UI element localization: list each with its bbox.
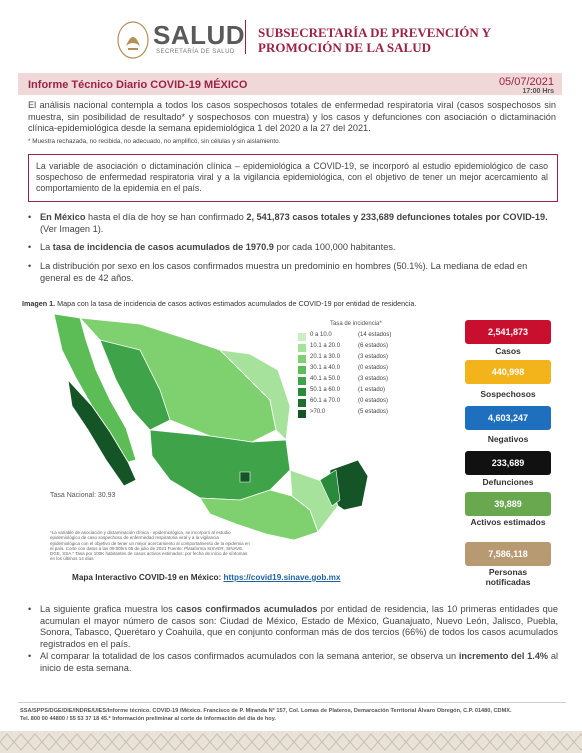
- bottom-bullet-incremento: [28, 651, 559, 674]
- bullet-dot: •: [28, 604, 32, 614]
- legend-range: 0 a 10.0: [310, 332, 332, 338]
- logo-subtitle: SECRETARÍA DE SALUD: [156, 49, 235, 55]
- legend-item: [298, 398, 468, 409]
- stat-label: Personas notificadas: [485, 567, 531, 587]
- bottom-text: Al comparar la totalidad de los casos confirmados acumulados con la semana anterior, se observa un: [40, 651, 459, 661]
- footer-text: [20, 707, 560, 723]
- legend-count: (5 estados): [358, 409, 389, 415]
- footer-divider: [18, 702, 566, 703]
- subsecretaria-title: [258, 25, 491, 55]
- bullet-text: por cada 100,000 habitantes.: [273, 242, 396, 252]
- legend-count: (0 estados): [358, 365, 389, 371]
- legend-swatch: [298, 344, 306, 352]
- legend-range: >70.0: [310, 409, 326, 415]
- bottom-bold: incremento del 1.4%: [458, 651, 549, 661]
- legend-item: [298, 343, 468, 354]
- stat-label: Casos: [495, 346, 521, 356]
- bottom-bullet-grafica: [28, 604, 558, 650]
- legend-swatch: [298, 377, 306, 385]
- map-caption-text: Mapa con la tasa de incidencia de casos activos estimados acumulados de COVID-19 por entidad de residencia.: [55, 299, 417, 308]
- logo-wordmark: SALUD: [153, 20, 246, 50]
- bullet-totals-bold: 2, 541,873 casos totales y 233,689 defunciones totales por COVID-19.: [246, 212, 548, 222]
- subsecretaria-line1: SUBSECRETARÍA DE PREVENCIÓN Y: [258, 25, 491, 40]
- stat-label: Activos estimados: [470, 517, 546, 527]
- legend-range: 30.1 a 40.0: [310, 365, 341, 371]
- legend-range: 40.1 a 50.0: [310, 376, 341, 382]
- tasa-nacional: Tasa Nacional: 30.93: [50, 492, 116, 499]
- header-divider: [245, 20, 246, 54]
- bullet-confirmados: [28, 212, 558, 235]
- legend-item: [298, 387, 468, 398]
- report-date: 05/07/2021: [498, 76, 554, 88]
- legend-swatch: [298, 410, 306, 418]
- footer-line1: SSA/SPPS/DGE/DIE/INDRE/UIES/Informe técnico. COVID-19 /México. Francisco de P. Miranda N° 157, Col. Lomas de Plateros, Demarcación Territorial Álvaro Obregón, C.P. 01480, CDMX.: [20, 708, 512, 714]
- stat-value: 39,889: [465, 492, 551, 516]
- bullet-dot: •: [28, 651, 32, 661]
- bullet-text: hasta el día de hoy se han confirmado: [85, 212, 247, 222]
- map-link-row: [72, 573, 340, 582]
- map-region-cdmx: [240, 472, 250, 482]
- footer-decorative-pattern: [0, 731, 582, 753]
- legend-title: Tasa de incidencia*: [330, 321, 382, 327]
- legend-range: 60.1 a 70.0: [310, 398, 341, 404]
- legend-item: [298, 354, 468, 365]
- legend-range: 50.1 a 60.0: [310, 387, 341, 393]
- bullet-tasa: [28, 242, 558, 254]
- legend-swatch: [298, 399, 306, 407]
- map-caption-label: Imagen 1.: [22, 299, 56, 308]
- intro-paragraph: El análisis nacional contempla a todos los casos sospechosos totales de enfermedad respiratoria viral (casos sospechosos sin muestra, sin posibilidad de resultado* y sospechosos con muestra) y los casos y defunciones con asociación o dictaminación clínica-epidemiológica desde la semana epidemiológica 1 del 2020 a la 27 del 2021.: [28, 100, 556, 133]
- bottom-text: al inicio de esta semana.: [40, 651, 559, 673]
- intro-footnote: * Muestra rechazada, no recibida, no adecuado, no amplificó, sin células y sin aislamiento.: [28, 138, 281, 145]
- legend-range: 20.1 a 30.0: [310, 354, 341, 360]
- legend-item: [298, 365, 468, 376]
- stat-value: 7,586,118: [465, 542, 551, 566]
- legend-swatch: [298, 366, 306, 374]
- map-notes: *La variable de asociación y dictaminación clínica - epidemiológica, se incorporó al estudio epidemiológico de caso sospechoso de enfermedad respiratoria viral y a la vigilancia epidemiológica con el objetivo de tener un mejor acercamiento al comportamiento de la epidemia en el país. Corte con datos a las 09:00hrs 05 de julio de 2021 Fuente: Plataforma SISVER, SINAVE, DGE, SSA * Tasa por 100K habitantes de casos activos estimados: por fecha de inicio de síntomas en los últimos 14 días: [50, 530, 250, 562]
- bullet-text: (Ver Imagen 1).: [40, 223, 104, 234]
- legend-count: (6 estados): [358, 343, 389, 349]
- stat-label: Sospechosos: [480, 389, 536, 399]
- legend-count: (0 estados): [358, 398, 389, 404]
- bullet-text: La distribución por sexo en los casos confirmados muestra un predominio en hombres (50.1%). La mediana de edad en general es de 42 años.: [40, 261, 528, 283]
- stat-value: 2,541,873: [465, 320, 551, 344]
- bullet-dot: •: [28, 242, 32, 252]
- legend-range: 10.1 a 20.0: [310, 343, 341, 349]
- bottom-bold: casos confirmados acumulados: [175, 604, 318, 614]
- stat-value: 440,998: [465, 360, 551, 384]
- legend-swatch: [298, 355, 306, 363]
- bottom-text: La siguiente grafica muestra los: [40, 604, 176, 614]
- subsecretaria-line2: PROMOCIÓN DE LA SALUD: [258, 40, 431, 55]
- map-caption: [22, 299, 416, 308]
- map-region-center: [150, 430, 290, 500]
- eagle-emblem-icon: [116, 20, 150, 60]
- bullet-tasa-bold: tasa de incidencia de casos acumulados de 1970.9: [52, 242, 274, 252]
- legend-item: [298, 376, 468, 387]
- bullet-dot: •: [28, 212, 32, 222]
- bullet-mexico-bold: En México: [40, 212, 86, 222]
- legend-count: (3 estados): [358, 376, 389, 382]
- footer-line2: Tel. 800 00 44800 / 55 53 37 18 45.* Información preliminar al corte de información del día de hoy.: [20, 716, 276, 722]
- legend-item: [298, 332, 468, 343]
- map-link-label: Mapa Interactivo COVID-19 en México:: [72, 573, 224, 582]
- legend-swatch: [298, 333, 306, 341]
- info-box-text: La variable de asociación o dictaminación clínica – epidemiológica a COVID-19, se incorporó al estudio epidemiológico de caso sospechoso de enfermedad respiratoria viral y a la vigilancia epidemiológica, con el objetivo de tener un mejor acercamiento al comportamiento de la epidemia en el país.: [36, 161, 548, 194]
- stat-label: Defunciones: [482, 477, 534, 487]
- stat-value: 4,603,247: [465, 406, 551, 430]
- map-interactive-link[interactable]: https://covid19.sinave.gob.mx: [223, 573, 341, 582]
- legend-item: [298, 409, 468, 420]
- legend-count: (14 estados): [358, 332, 392, 338]
- bullet-text: La: [40, 242, 53, 252]
- bullet-sexo: [28, 261, 558, 284]
- legend-count: (1 estado): [358, 387, 386, 393]
- stat-value: 233,689: [465, 451, 551, 475]
- legend-count: (3 estados): [358, 354, 389, 360]
- bullet-dot: •: [28, 261, 32, 271]
- stat-label: Negativos: [487, 434, 529, 444]
- report-title: Informe Técnico Diario COVID-19 MÉXICO: [28, 79, 248, 91]
- legend-swatch: [298, 388, 306, 396]
- bottom-text: por entidad de residencia, las 10 primeras entidades que acumulan el mayor número de casos son: Ciudad de México, Estado de México, Guanajuato, Nuevo León, Jalisco, Puebla, Sonora, Tabasco, Querétaro y Coahuila, que en conjunto conforman más de dos tercios (66%) de todos los casos acumulados registrados en el país.: [40, 604, 558, 649]
- report-time: 17:00 Hrs: [522, 88, 554, 95]
